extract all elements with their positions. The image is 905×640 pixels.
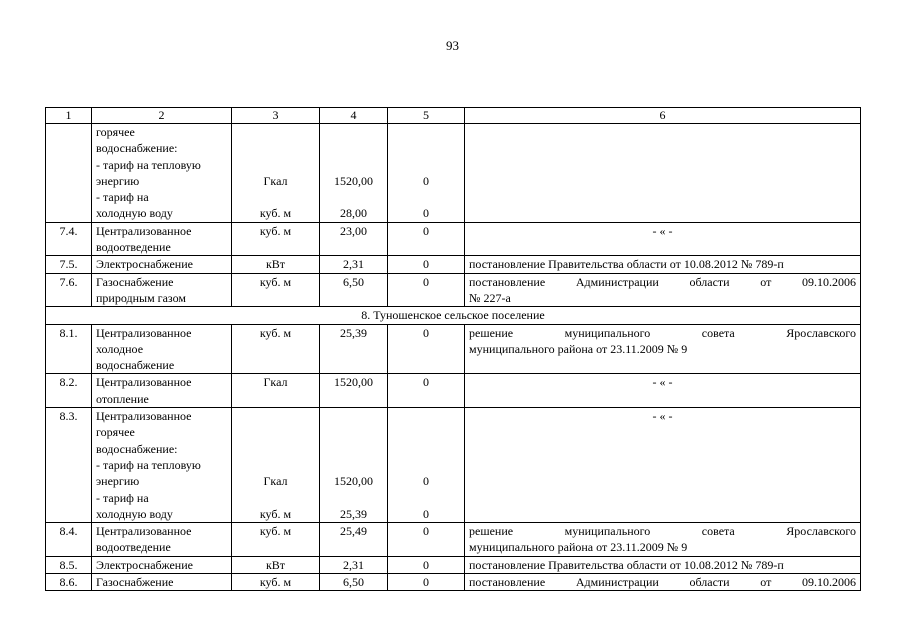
- col5-value: 0: [388, 523, 465, 557]
- name-line: энергию: [96, 474, 140, 489]
- name-line: холодную воду: [96, 206, 173, 221]
- name-line: - тариф на: [96, 490, 149, 505]
- service-name: [92, 124, 232, 223]
- tariff-value: 1520,00: [320, 374, 388, 408]
- unit: куб. м: [232, 574, 320, 591]
- name-line: горячее: [96, 425, 135, 440]
- name-line: Централизованное: [96, 524, 192, 539]
- name-line: холодную воду: [96, 506, 173, 521]
- name-line: Газоснабжение: [96, 274, 174, 289]
- name-line: водоснабжение: [96, 358, 175, 373]
- row-number: 7.6.: [46, 273, 92, 307]
- name-line: отопление: [96, 391, 149, 406]
- name-line: Централизованное: [96, 375, 192, 390]
- unit: [232, 408, 320, 523]
- legal-basis: [465, 324, 861, 374]
- col5-value: 0: [388, 256, 465, 273]
- service-name: [92, 273, 232, 307]
- service-name: [92, 324, 232, 374]
- name-line: - тариф на: [96, 190, 149, 205]
- col5-value: 0: [388, 574, 465, 591]
- doc-line: решение муниципального совета Ярославского: [469, 524, 856, 539]
- doc-line: № 227-а: [469, 290, 511, 305]
- row-number: 8.1.: [46, 324, 92, 374]
- name-line: водоснабжение:: [96, 441, 178, 456]
- legal-basis: - « -: [465, 222, 861, 256]
- value: 1520,00: [334, 474, 373, 489]
- row-number: 7.4.: [46, 222, 92, 256]
- value: 25,39: [340, 506, 367, 521]
- legal-basis: [465, 574, 861, 591]
- row-number: 8.5.: [46, 556, 92, 573]
- table-row: [46, 523, 861, 557]
- table-row: [46, 222, 861, 256]
- legal-basis: - « -: [465, 408, 861, 523]
- page-number: 93: [446, 38, 459, 53]
- name-line: - тариф на тепловую: [96, 157, 201, 172]
- table-row: [46, 574, 861, 591]
- value: 0: [423, 506, 429, 521]
- value: 0: [423, 474, 429, 489]
- tariff-value: 6,50: [320, 273, 388, 307]
- name-line: водоотведение: [96, 240, 171, 255]
- tariff-value: 25,49: [320, 523, 388, 557]
- unit: куб. м: [232, 523, 320, 557]
- header-row: [46, 108, 861, 124]
- unit: куб. м: [232, 273, 320, 307]
- service-name: Электроснабжение: [92, 556, 232, 573]
- unit-value: куб. м: [259, 506, 292, 521]
- row-number: 7.5.: [46, 256, 92, 273]
- tariff-value: [320, 408, 388, 523]
- section-row: [46, 307, 861, 324]
- header-cell: 6: [465, 108, 861, 124]
- unit-value: Гкал: [263, 474, 288, 489]
- legal-basis: [465, 124, 861, 223]
- tariff-value: 23,00: [320, 222, 388, 256]
- service-name: [92, 374, 232, 408]
- tariff-value: 2,31: [320, 256, 388, 273]
- name-line: водоснабжение:: [96, 141, 178, 156]
- name-line: холодное: [96, 341, 144, 356]
- table-row: [46, 408, 861, 523]
- doc-line: муниципального района от 23.11.2009 № 9: [469, 540, 688, 555]
- doc-line: муниципального района от 23.11.2009 № 9: [469, 341, 688, 356]
- col5-value: 0: [388, 556, 465, 573]
- header-cell: 2: [92, 108, 232, 124]
- name-line: - тариф на тепловую: [96, 457, 201, 472]
- table-row: [46, 324, 861, 374]
- header-cell: 4: [320, 108, 388, 124]
- row-number: [46, 124, 92, 223]
- row-number: 8.4.: [46, 523, 92, 557]
- col5-value: 0: [388, 222, 465, 256]
- unit-value: Гкал: [263, 173, 288, 188]
- col5-value: [388, 408, 465, 523]
- unit: Гкал: [232, 374, 320, 408]
- unit: куб. м: [232, 222, 320, 256]
- section-title: 8. Туношенское сельское поселение: [46, 307, 861, 324]
- name-line: Централизованное: [96, 223, 192, 238]
- tariff-value: 2,31: [320, 556, 388, 573]
- doc-line: постановление Администрации области от 09.10.2006: [469, 575, 856, 590]
- name-line: горячее: [96, 125, 135, 139]
- table-row: [46, 556, 861, 573]
- row-number: 8.6.: [46, 574, 92, 591]
- header-cell: 5: [388, 108, 465, 124]
- table-row: [46, 273, 861, 307]
- value: 0: [423, 206, 429, 221]
- name-line: энергию: [96, 173, 140, 188]
- legal-basis: [465, 273, 861, 307]
- value: 1520,00: [334, 173, 373, 188]
- service-name: Газоснабжение: [92, 574, 232, 591]
- value: 28,00: [340, 206, 367, 221]
- table-row: [46, 256, 861, 273]
- value: 0: [423, 173, 429, 188]
- col5-value: 0: [388, 324, 465, 374]
- tariff-value: 6,50: [320, 574, 388, 591]
- unit: куб. м: [232, 324, 320, 374]
- legal-basis: постановление Правительства области от 10.08.2012 № 789-п: [465, 256, 861, 273]
- unit-value: куб. м: [259, 206, 292, 221]
- name-line: природным газом: [96, 290, 186, 305]
- service-name: [92, 523, 232, 557]
- service-name: Электроснабжение: [92, 256, 232, 273]
- name-line: Централизованное: [96, 325, 192, 340]
- legal-basis: - « -: [465, 374, 861, 408]
- legal-basis: постановление Правительства области от 10.08.2012 № 789-п: [465, 556, 861, 573]
- unit: [232, 124, 320, 223]
- tariff-value: [320, 124, 388, 223]
- row-number: 8.3.: [46, 408, 92, 523]
- legal-basis: [465, 523, 861, 557]
- service-name: [92, 222, 232, 256]
- tariff-table: [45, 107, 861, 591]
- unit: кВт: [232, 256, 320, 273]
- name-line: Централизованное: [96, 409, 192, 424]
- unit: кВт: [232, 556, 320, 573]
- header-cell: 3: [232, 108, 320, 124]
- col5-value: 0: [388, 273, 465, 307]
- doc-line: постановление Администрации области от 09.10.2006: [469, 274, 856, 289]
- col5-value: 0: [388, 374, 465, 408]
- service-name: [92, 408, 232, 523]
- tariff-value: 25,39: [320, 324, 388, 374]
- doc-line: решение муниципального совета Ярославского: [469, 325, 856, 340]
- name-line: водоотведение: [96, 540, 171, 555]
- table-row: [46, 124, 861, 223]
- row-number: 8.2.: [46, 374, 92, 408]
- col5-value: [388, 124, 465, 223]
- table-row: [46, 374, 861, 408]
- header-cell: 1: [46, 108, 92, 124]
